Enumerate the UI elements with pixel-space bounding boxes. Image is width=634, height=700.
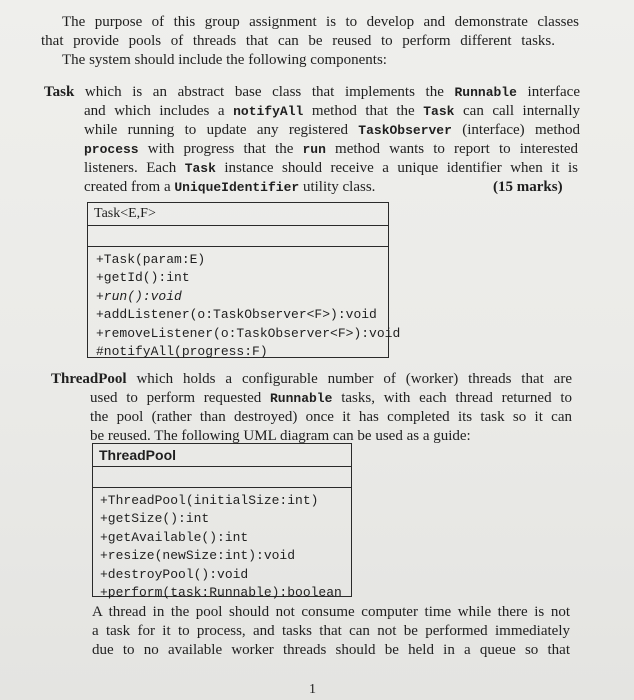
closing-line-1: A thread in the pool should not consume computer time while there is not (92, 604, 570, 620)
closing-line-2: a task for it to process, and tasks that can not be performed immediately (92, 623, 570, 639)
task-uml-op: +getId():int (96, 270, 190, 286)
task-line-2: and which includes a notifyAll method that the Task can call internally (84, 103, 581, 119)
pool-line-4: be reused. The following UML diagram can be used as a guide: (90, 428, 471, 444)
task-uml-op: +run():void (96, 288, 182, 304)
pool-uml-operations (93, 488, 351, 604)
pool-uml-header: ThreadPool (93, 444, 351, 467)
task-line-1: Task which is an abstract base class that implements the Runnable interface (44, 84, 580, 100)
task-uml-op: +removeListener(o:TaskObserver<F>):void (96, 325, 401, 341)
intro-line-2: that provide pools of threads that can be reused to perform different tasks. (41, 33, 555, 49)
pool-uml-op: +getAvailable():int (100, 529, 249, 545)
task-uml-diagram (87, 202, 401, 360)
pool-uml-op: +ThreadPool(initialSize:int) (100, 493, 319, 508)
task-uml-operations (88, 247, 401, 363)
pool-uml-op: +perform(task:Runnable):boolean (100, 585, 342, 601)
pool-line-2: used to perform requested Runnable tasks, with each thread returned to (90, 390, 573, 406)
pool-line-3: the pool (rather than destroyed) once it has completed its task so it can (90, 409, 572, 425)
pool-uml-diagram (92, 443, 352, 601)
page-number: 1 (309, 682, 316, 697)
task-uml-op: +Task(param:E) (96, 252, 206, 267)
intro-line-1: The purpose of this group assignment is to develop and demonstrate classes (62, 14, 579, 30)
task-term: Task (44, 84, 75, 100)
task-uml-attributes (88, 226, 388, 247)
task-line-5: listeners. Each Task instance should receive a unique identifier when it is (84, 160, 578, 176)
pool-uml-op: +getSize():int (100, 511, 210, 527)
task-uml-op: #notifyAll(progress:F) (96, 344, 268, 360)
closing-line-3: due to no available worker threads should be held in a queue so that (92, 642, 570, 658)
pool-uml-op: +resize(newSize:int):void (100, 548, 296, 564)
pool-uml-op: +destroyPool():void (100, 566, 249, 582)
task-marks: (15 marks) (493, 179, 563, 195)
pool-line-1: ThreadPool which holds a configurable number of (worker) threads that are (51, 371, 572, 387)
pool-term: ThreadPool (51, 371, 127, 387)
task-line-6: created from a UniqueIdentifier utility class. (84, 179, 376, 195)
task-line-4: process with progress that the run method wants to report to interested (84, 141, 579, 157)
task-line-3: while running to update any registered TaskObserver (interface) method (84, 122, 580, 138)
task-uml-header: Task<E,F> (88, 203, 388, 226)
intro-line-3: The system should include the following components: (62, 52, 387, 68)
pool-uml-attributes (93, 467, 351, 488)
task-uml-op: +addListener(o:TaskObserver<F>):void (96, 307, 377, 323)
